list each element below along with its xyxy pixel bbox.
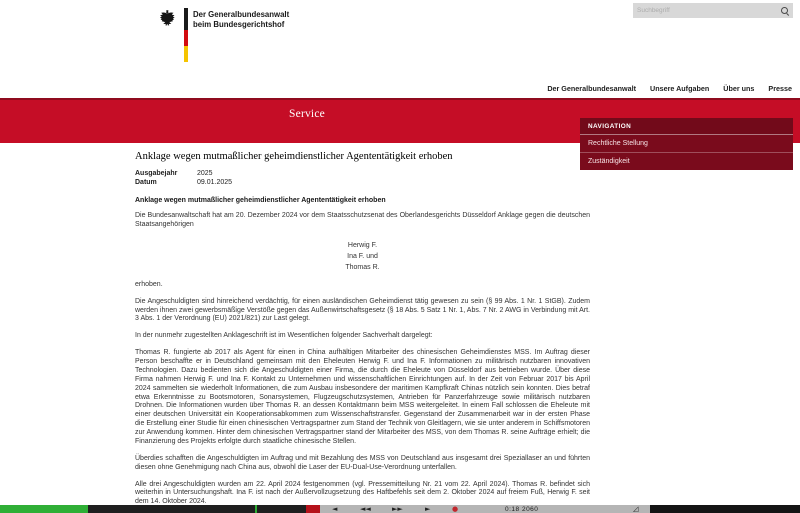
fast-forward-icon[interactable]: ►►: [392, 505, 403, 513]
defendant-name: Ina F. und: [347, 252, 378, 260]
player-buffer-tick: [255, 505, 257, 513]
meta-label-ausgabejahr: Ausgabejahr: [135, 170, 178, 177]
meta-label-datum: Datum: [135, 179, 157, 186]
nav-item-der-generalbundesanwalt[interactable]: Der Generalbundesanwalt: [547, 84, 636, 93]
player-time-text: 0:18 2060: [505, 506, 539, 513]
paragraph: Thomas R. fungierte ab 2017 als Agent für einen in China aufhältigen Mitarbeiter des chinesischen Geheimdienstes MSS. Im Auftrag dieser Person beschaffte er in Deutschland gemeinsam mit den Eheleuten Herwig F. und Ina F. Informationen zu militärisch nutzbaren innovativen Technologien. Dazu bedienten sich die Angeschuldigten einer Firma, die durch die Eheleute von Düsseldorf aus betrieben wurde. Über diese Firma nahmen Herwig F. und Ina F. Kontakt zu Unternehmen und wissenschaftlichen Einrichtungen auf. In der Zeit von Februar 2017 bis April 2024 sammelten sie wiederholt Informationen, die zum Ausbau insbesondere der maritimen Kampfkraft Chinas nützlich sein konnten. Dies betraf etwa Erkenntnisse zu Bootsmotoren, Sonarsystemen, Flugzeugschutzsystemen, Antrieben für Panzerfahrzeuge sowie militärisch nutzbaren Drohnen. Die Informationen wurden über Thomas R. an dessen Kontaktmann beim MSS weitergeleitet. In einem Fall schlossen die Eheleute mit einer deutschen Universität ein Kooperationsabkommen zum Wissenschaftstransfer. Gegenstand der Zusammenarbeit war in der ersten Phase die Erstellung einer Studie für einen chinesischen Vertragspartner zum Stand der Technik von Gleitlagern, wie sie unter anderem in Schiffsmotoren zur Anwendung kommen. Hinter dem chinesischen Vertragspartner stand der Mitarbeiter des MSS, von dem Thomas R. seine Aufträge erhielt; die Finanzierung des Projekts erfolgte durch staatliche chinesische Stellen.: [135, 349, 590, 445]
meta-row-date: [135, 178, 590, 187]
main-nav: [547, 84, 792, 93]
flag-stripe: [184, 8, 188, 62]
federal-eagle-icon: [158, 8, 179, 29]
player-bar-right-section: [650, 505, 800, 513]
nav-item-unsere-aufgaben[interactable]: Unsere Aufgaben: [650, 84, 710, 93]
paragraph: Alle drei Angeschuldigten wurden am 22. April 2024 festgenommen (vgl. Pressemitteilung Nr. 21 vom 22. April 2024). Thomas R. befindet sich weiterhin in Untersuchungshaft. Ina F. ist nach der Außervollzugsetzung des Haftbefehls seit dem 2. Oktober 2024 auf freiem Fuß, Herwig F. seit dem 14. Oktober 2024.: [135, 480, 590, 506]
fullscreen-icon[interactable]: ◿: [633, 505, 639, 513]
record-icon[interactable]: ●: [452, 505, 459, 513]
search-icon[interactable]: [780, 6, 790, 16]
banner-title: Service: [289, 108, 325, 120]
search-input[interactable]: [633, 7, 780, 14]
logo-line1: Der Generalbundesanwalt: [193, 10, 290, 19]
paragraph: erhoben.: [135, 280, 163, 288]
page-title: Anklage wegen mutmaßlicher geheimdienstlicher Agententätigkeit erhoben: [135, 151, 453, 162]
subnav-item-rechtliche-stellung[interactable]: Rechtliche Stellung: [580, 135, 793, 153]
subnav-title: NAVIGATION: [580, 118, 793, 135]
site-logo[interactable]: [158, 8, 290, 29]
meta-row-year: [135, 169, 590, 178]
paragraph: Die Angeschuldigten sind hinreichend verdächtig, für einen ausländischen Geheimdienst tätig gewesen zu sein (§ 99 Abs. 1 Nr. 1 StGB). Zudem werden ihnen zwei gewerbsmäßige Verstöße gegen das Außenwirtschaftsgesetz (§ 18 Abs. 5 Satz 1 Nr. 1, Abs. 7 Nr. 2 AWG in Verbindung mit Art. 3 Abs. 1 der Verordnung (EU) 2021/821) zur Last gelegt.: [135, 297, 590, 323]
defendants-list: [135, 240, 590, 273]
search-box[interactable]: [633, 3, 793, 18]
meta-value-datum: 09.01.2025: [197, 179, 233, 186]
nav-item-presse[interactable]: Presse: [768, 84, 792, 93]
paragraph: Überdies schafften die Angeschuldigten im Auftrag und mit Bezahlung des MSS von Deutschland aus insgesamt drei Speziallaser an und führten diesen ohne Genehmigung nach China aus, obwohl die Laser der EU-Dual-Use-Verordnung unterfallen.: [135, 454, 590, 471]
article-meta: [135, 169, 590, 187]
skip-start-icon[interactable]: ◄: [332, 505, 338, 513]
player-position-marker[interactable]: [306, 505, 320, 513]
logo-text: [193, 10, 289, 30]
player-track[interactable]: [88, 505, 306, 513]
logo-line2: beim Bundesgerichtshof: [193, 20, 285, 29]
subnav-item-zustaendigkeit[interactable]: Zuständigkeit: [588, 158, 630, 165]
nav-item-ueber-uns[interactable]: Über uns: [723, 84, 755, 93]
defendant-name: Thomas R.: [345, 263, 380, 271]
paragraph: Die Bundesanwaltschaft hat am 20. Dezember 2024 vor dem Staatsschutzsenat des Oberlandesgerichts Düsseldorf Anklage gegen die deutschen Staatsangehörigen: [135, 212, 590, 228]
article: [135, 143, 590, 507]
article-lead: Anklage wegen mutmaßlicher geheimdienstlicher Agententätigkeit erhoben: [135, 197, 386, 204]
rewind-icon[interactable]: ◄◄: [360, 505, 371, 513]
sub-navigation: [580, 118, 793, 170]
player-bar: [0, 505, 800, 513]
meta-value-ausgabejahr: 2025: [197, 170, 213, 177]
defendant-name: Herwig F.: [347, 241, 378, 249]
player-controls-panel: [320, 505, 650, 513]
play-icon[interactable]: ►: [425, 505, 431, 513]
player-progress-bar[interactable]: [0, 505, 88, 513]
paragraph: In der nunmehr zugestellten Anklageschrift ist im Wesentlichen folgender Sachverhalt dargelegt:: [135, 332, 433, 340]
